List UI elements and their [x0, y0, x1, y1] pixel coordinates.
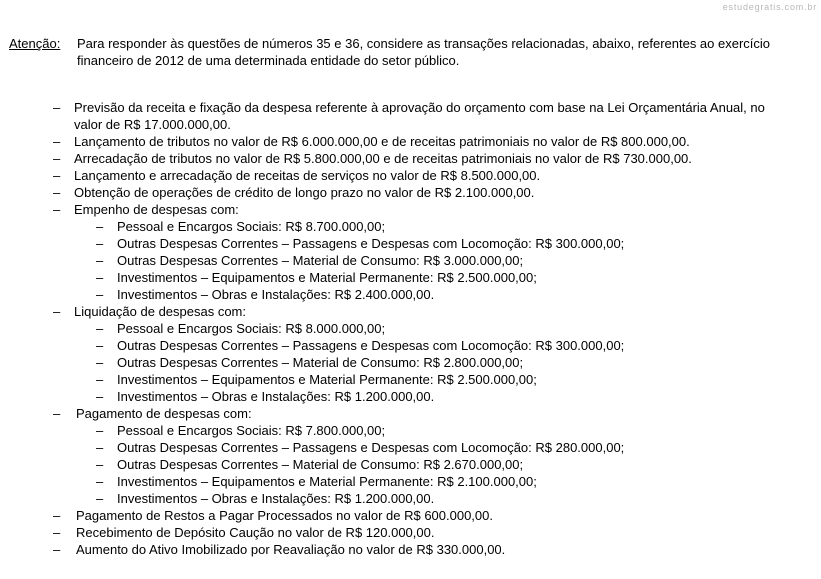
- item-text: Investimentos – Obras e Instalações: R$ 1.200.000,00.: [117, 491, 435, 506]
- dash-bullet: –: [53, 508, 61, 523]
- dash-bullet: –: [53, 185, 61, 200]
- item-text: Outras Despesas Correntes – Passagens e Despesas com Locomoção: R$ 280.000,00;: [117, 440, 625, 455]
- sub-list-item: [0, 320, 821, 337]
- item-text: valor de R$ 17.000.000,00.: [74, 117, 231, 132]
- list-item: [0, 524, 821, 541]
- dash-bullet: –: [53, 168, 61, 183]
- sub-list-item: [0, 235, 821, 252]
- dash-bullet: –: [53, 151, 61, 166]
- dash-bullet: –: [96, 423, 104, 438]
- sub-list-item: [0, 269, 821, 286]
- list-item: [0, 541, 821, 558]
- list-item: [0, 167, 821, 184]
- dash-bullet: –: [96, 287, 104, 302]
- item-text: Investimentos – Equipamentos e Material Permanente: R$ 2.100.000,00;: [117, 474, 537, 489]
- item-text: Pessoal e Encargos Sociais: R$ 8.000.000,00;: [117, 321, 386, 336]
- item-text: Investimentos – Obras e Instalações: R$ 1.200.000,00.: [117, 389, 435, 404]
- list-item: [0, 201, 821, 218]
- item-text: Outras Despesas Correntes – Passagens e Despesas com Locomoção: R$ 300.000,00;: [117, 338, 625, 353]
- list-item: [0, 99, 821, 116]
- dash-bullet: –: [96, 253, 104, 268]
- item-text: Investimentos – Equipamentos e Material Permanente: R$ 2.500.000,00;: [117, 372, 537, 387]
- sub-list-item: [0, 439, 821, 456]
- dash-bullet: –: [53, 525, 61, 540]
- list-item-continuation: [0, 116, 821, 133]
- item-text: Outras Despesas Correntes – Passagens e Despesas com Locomoção: R$ 300.000,00;: [117, 236, 625, 251]
- watermark: estudegratis.com.br: [722, 2, 817, 12]
- item-text: Lançamento de tributos no valor de R$ 6.000.000,00 e de receitas patrimoniais no valor de R$ 800.000,00.: [74, 134, 690, 149]
- dash-bullet: –: [53, 100, 61, 115]
- dash-bullet: –: [96, 236, 104, 251]
- dash-bullet: –: [96, 474, 104, 489]
- item-text: Outras Despesas Correntes – Material de Consumo: R$ 3.000.000,00;: [117, 253, 524, 268]
- list-item: [0, 133, 821, 150]
- dash-bullet: –: [96, 440, 104, 455]
- item-text: Liquidação de despesas com:: [74, 304, 247, 319]
- item-text: Investimentos – Equipamentos e Material Permanente: R$ 2.500.000,00;: [117, 270, 537, 285]
- list-item: [0, 405, 821, 422]
- list-item: [0, 507, 821, 524]
- item-text: Outras Despesas Correntes – Material de Consumo: R$ 2.670.000,00;: [117, 457, 524, 472]
- dash-bullet: –: [96, 457, 104, 472]
- item-text: Pagamento de despesas com:: [76, 406, 252, 421]
- item-text: Arrecadação de tributos no valor de R$ 5.800.000,00 e de receitas patrimoniais no valor de R$ 730.000,00.: [74, 151, 692, 166]
- attention-text-line-1: Para responder às questões de números 35 e 36, considere as transações relacionadas, abaixo, referentes ao exercício: [77, 36, 771, 51]
- sub-list-item: [0, 252, 821, 269]
- item-text: Pessoal e Encargos Sociais: R$ 8.700.000,00;: [117, 219, 386, 234]
- attention-text-line-2: financeiro de 2012 de uma determinada entidade do setor público.: [77, 53, 460, 68]
- sub-list-item: [0, 337, 821, 354]
- item-text: Previsão da receita e fixação da despesa referente à aprovação do orçamento com base na Lei Orçamentária Anual, no: [74, 100, 765, 115]
- dash-bullet: –: [96, 372, 104, 387]
- item-text: Outras Despesas Correntes – Material de Consumo: R$ 2.800.000,00;: [117, 355, 524, 370]
- dash-bullet: –: [96, 355, 104, 370]
- sub-list-item: [0, 218, 821, 235]
- dash-bullet: –: [53, 406, 61, 421]
- dash-bullet: –: [53, 304, 61, 319]
- item-text: Pagamento de Restos a Pagar Processados no valor de R$ 600.000,00.: [76, 508, 493, 523]
- item-text: Empenho de despesas com:: [74, 202, 239, 217]
- sub-list-item: [0, 473, 821, 490]
- list-item: [0, 150, 821, 167]
- sub-list-item: [0, 388, 821, 405]
- item-text: Obtenção de operações de crédito de longo prazo no valor de R$ 2.100.000,00.: [74, 185, 535, 200]
- item-text: Investimentos – Obras e Instalações: R$ 2.400.000,00.: [117, 287, 435, 302]
- sub-list-item: [0, 422, 821, 439]
- dash-bullet: –: [96, 219, 104, 234]
- item-text: Lançamento e arrecadação de receitas de serviços no valor de R$ 8.500.000,00.: [74, 168, 541, 183]
- sub-list-item: [0, 371, 821, 388]
- sub-list-item: [0, 456, 821, 473]
- attention-label: Atenção:: [9, 36, 61, 51]
- dash-bullet: –: [96, 491, 104, 506]
- sub-list-item: [0, 286, 821, 303]
- sub-list-item: [0, 354, 821, 371]
- dash-bullet: –: [53, 134, 61, 149]
- sub-list-item: [0, 490, 821, 507]
- list-item: [0, 303, 821, 320]
- transaction-list: [0, 99, 821, 558]
- dash-bullet: –: [96, 321, 104, 336]
- item-text: Pessoal e Encargos Sociais: R$ 7.800.000,00;: [117, 423, 386, 438]
- dash-bullet: –: [96, 338, 104, 353]
- dash-bullet: –: [53, 202, 61, 217]
- dash-bullet: –: [96, 389, 104, 404]
- list-item: [0, 184, 821, 201]
- dash-bullet: –: [96, 270, 104, 285]
- dash-bullet: –: [53, 542, 61, 557]
- item-text: Aumento do Ativo Imobilizado por Reavaliação no valor de R$ 330.000,00.: [76, 542, 506, 557]
- item-text: Recebimento de Depósito Caução no valor de R$ 120.000,00.: [76, 525, 435, 540]
